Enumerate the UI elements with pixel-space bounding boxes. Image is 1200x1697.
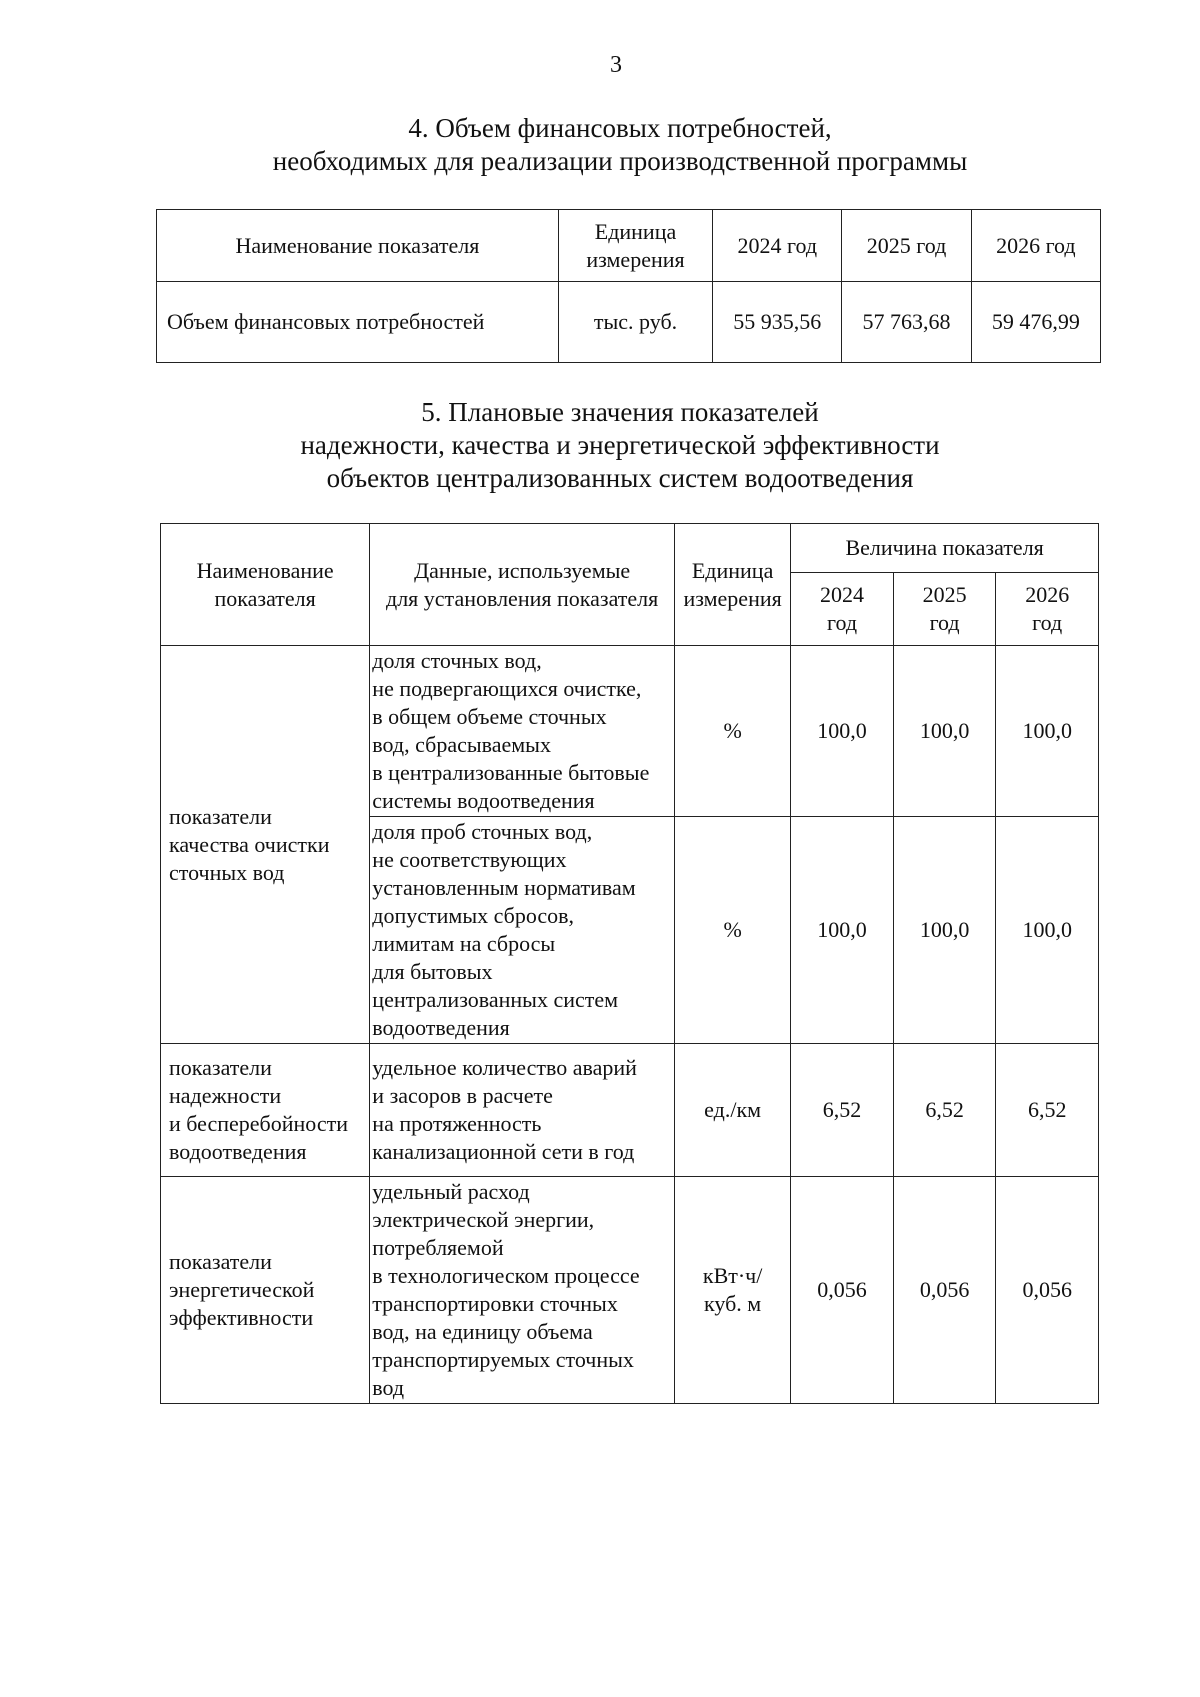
section-4-title: 4. Объем финансовых потребностей, необходимых для реализации производственной программы (272, 113, 968, 176)
indicator-unit: ед./км (674, 1044, 790, 1177)
header-unit: Единица измерения (674, 524, 790, 646)
indicator-unit: % (674, 646, 790, 817)
value-2024: 55 935,56 (713, 282, 842, 363)
value-2026: 100,0 (996, 817, 1099, 1044)
indicator-unit: % (674, 817, 790, 1044)
value-2024: 0,056 (791, 1177, 894, 1404)
indicator-description: доля проб сточных вод, не соответствующих установленным нормативам допустимых сбросов, лимитам на сбросы для бытовых централизованных систем водоотведения (370, 817, 675, 1044)
header-year-2025: 2025 год (893, 573, 996, 646)
header-indicator-name: Наименование показателя (161, 524, 370, 646)
category-treatment-quality: показатели качества очистки сточных вод (161, 646, 370, 1044)
value-2025: 57 763,68 (842, 282, 971, 363)
value-2025: 0,056 (893, 1177, 996, 1404)
table-header-row (161, 524, 1099, 573)
indicator-description: доля сточных вод, не подвергающихся очистке, в общем объеме сточных вод, сбрасываемых в централизованные бытовые системы водоотведения (370, 646, 675, 817)
indicator-unit: кВт·ч/ куб. м (674, 1177, 790, 1404)
indicator-description: удельный расход электрической энергии, потребляемой в технологическом процессе транспортировки сточных вод, на единицу объема транспортируемых сточных вод (370, 1177, 675, 1404)
header-year-2024: 2024 год (791, 573, 894, 646)
financial-needs-table (156, 209, 1101, 363)
header-year-2026: 2026 год (996, 573, 1099, 646)
value-2026: 6,52 (996, 1044, 1099, 1177)
header-indicator-name: Наименование показателя (157, 210, 559, 282)
value-2025: 100,0 (893, 646, 996, 817)
header-data-used: Данные, используемые для установления показателя (370, 524, 675, 646)
value-2024: 6,52 (791, 1044, 894, 1177)
value-2025: 6,52 (893, 1044, 996, 1177)
category-energy-efficiency: показатели энергетической эффективности (161, 1177, 370, 1404)
table-header-row (157, 210, 1101, 282)
table-row (157, 282, 1101, 363)
header-year-2026: 2026 год (971, 210, 1100, 282)
indicator-unit: тыс. руб. (558, 282, 712, 363)
header-year-2025: 2025 год (842, 210, 971, 282)
value-2026: 100,0 (996, 646, 1099, 817)
header-value-group: Величина показателя (791, 524, 1099, 573)
section-5-title: 5. Плановые значения показателей надежности, качества и энергетической эффективности объектов централизованных систем водоотведения (300, 397, 940, 493)
indicator-description: удельное количество аварий и засоров в расчете на протяженность канализационной сети в год (370, 1044, 675, 1177)
page-number: 3 (610, 52, 622, 78)
value-2024: 100,0 (791, 646, 894, 817)
header-unit: Единица измерения (558, 210, 712, 282)
header-year-2024: 2024 год (713, 210, 842, 282)
table-row (161, 646, 1099, 817)
table-row (161, 1044, 1099, 1177)
value-2025: 100,0 (893, 817, 996, 1044)
indicators-table (160, 523, 1099, 1404)
table-row (161, 1177, 1099, 1404)
value-2024: 100,0 (791, 817, 894, 1044)
value-2026: 0,056 (996, 1177, 1099, 1404)
indicator-name: Объем финансовых потребностей (157, 282, 559, 363)
value-2026: 59 476,99 (971, 282, 1100, 363)
category-reliability: показатели надежности и бесперебойности водоотведения (161, 1044, 370, 1177)
